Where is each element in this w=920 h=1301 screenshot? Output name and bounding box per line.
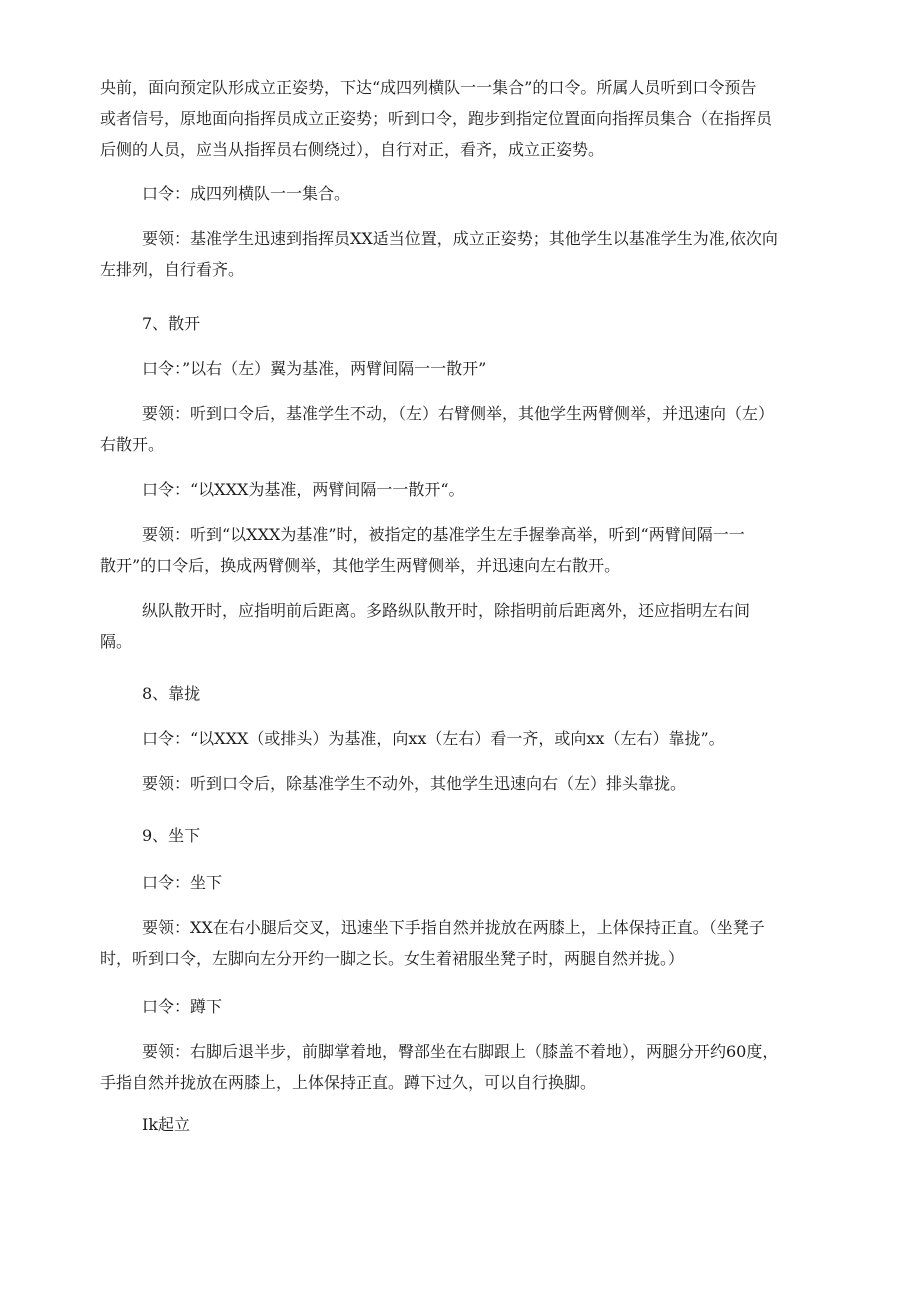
text-line: 手指自然并拢放在两膝上，上体保持正直。蹲下过久，可以自行换脚。 [100, 1073, 597, 1092]
text-line: 要领：听到“以XXX为基准”时，被指定的基准学生左手握拳高举，听到“两臂间隔一一 [142, 525, 745, 544]
text-line: 右散开。 [100, 435, 165, 454]
text-line: 隔。 [100, 632, 133, 651]
text-line: 后侧的人员，应当从指挥员右侧绕过），自行对正，看齐，成立正姿势。 [100, 140, 605, 159]
text-line: 纵队散开时，应指明前后距离。多路纵队散开时，除指明前后距离外，还应指明左右间 [142, 601, 751, 620]
text-line: 要领：基准学生迅速到指挥员XX适当位置，成立正姿势；其他学生以基准学生为准,依次向 [142, 229, 778, 248]
text-line: 口令：坐下 [142, 873, 223, 892]
text-line: 口令：“以XXX为基准，两臂间隔一一散开“。 [142, 480, 465, 499]
text-line: 散开”的口令后，换成两臂侧举，其他学生两臂侧举，并迅速向左右散开。 [100, 556, 621, 575]
text-line: 要领：听到口令后，除基准学生不动外，其他学生迅速向右（左）排头靠拢。 [142, 774, 687, 793]
text-line: 口令：蹲下 [142, 997, 223, 1016]
text-line: 左排列，自行看齐。 [100, 260, 245, 279]
section-heading: Ik起立 [142, 1115, 191, 1134]
section-heading: 8、靠拢 [142, 684, 201, 703]
text-line: 口令：“以XXX（或排头）为基准，向xx（左右）看一齐，或向xx（左右）靠拢”。 [142, 729, 725, 748]
text-line: 要领：右脚后退半步，前脚掌着地，臀部坐在右脚跟上（膝盖不着地），两腿分开约60度， [142, 1042, 779, 1061]
text-line: 要领：XX在右小腿后交叉，迅速坐下手指自然并拢放在两膝上，上体保持正直。（坐凳子 [142, 918, 765, 937]
text-line: 口令：成四列横队一一集合。 [142, 184, 351, 203]
text-line: 时，听到口令，左脚向左分开约一脚之长。女生着裙服坐凳子时，两腿自然并拢。） [100, 949, 685, 968]
text-line: 要领：听到口令后，基准学生不动，（左）右臂侧举，其他学生两臂侧举，并迅速向（左） [142, 404, 775, 423]
text-line: 或者信号，原地面向指挥员成立正姿势；听到口令，跑步到指定位置面向指挥员集合（在指挥员 [100, 109, 773, 128]
text-line: 央前，面向预定队形成立正姿势，下达“成四列横队一一集合”的口令。所属人员听到口令预告 [100, 78, 757, 97]
section-heading: 9、坐下 [142, 826, 201, 845]
text-line: 口令：”以右（左）翼为基准，两臂间隔一一散开” [142, 359, 487, 378]
section-heading: 7、散开 [142, 314, 201, 333]
